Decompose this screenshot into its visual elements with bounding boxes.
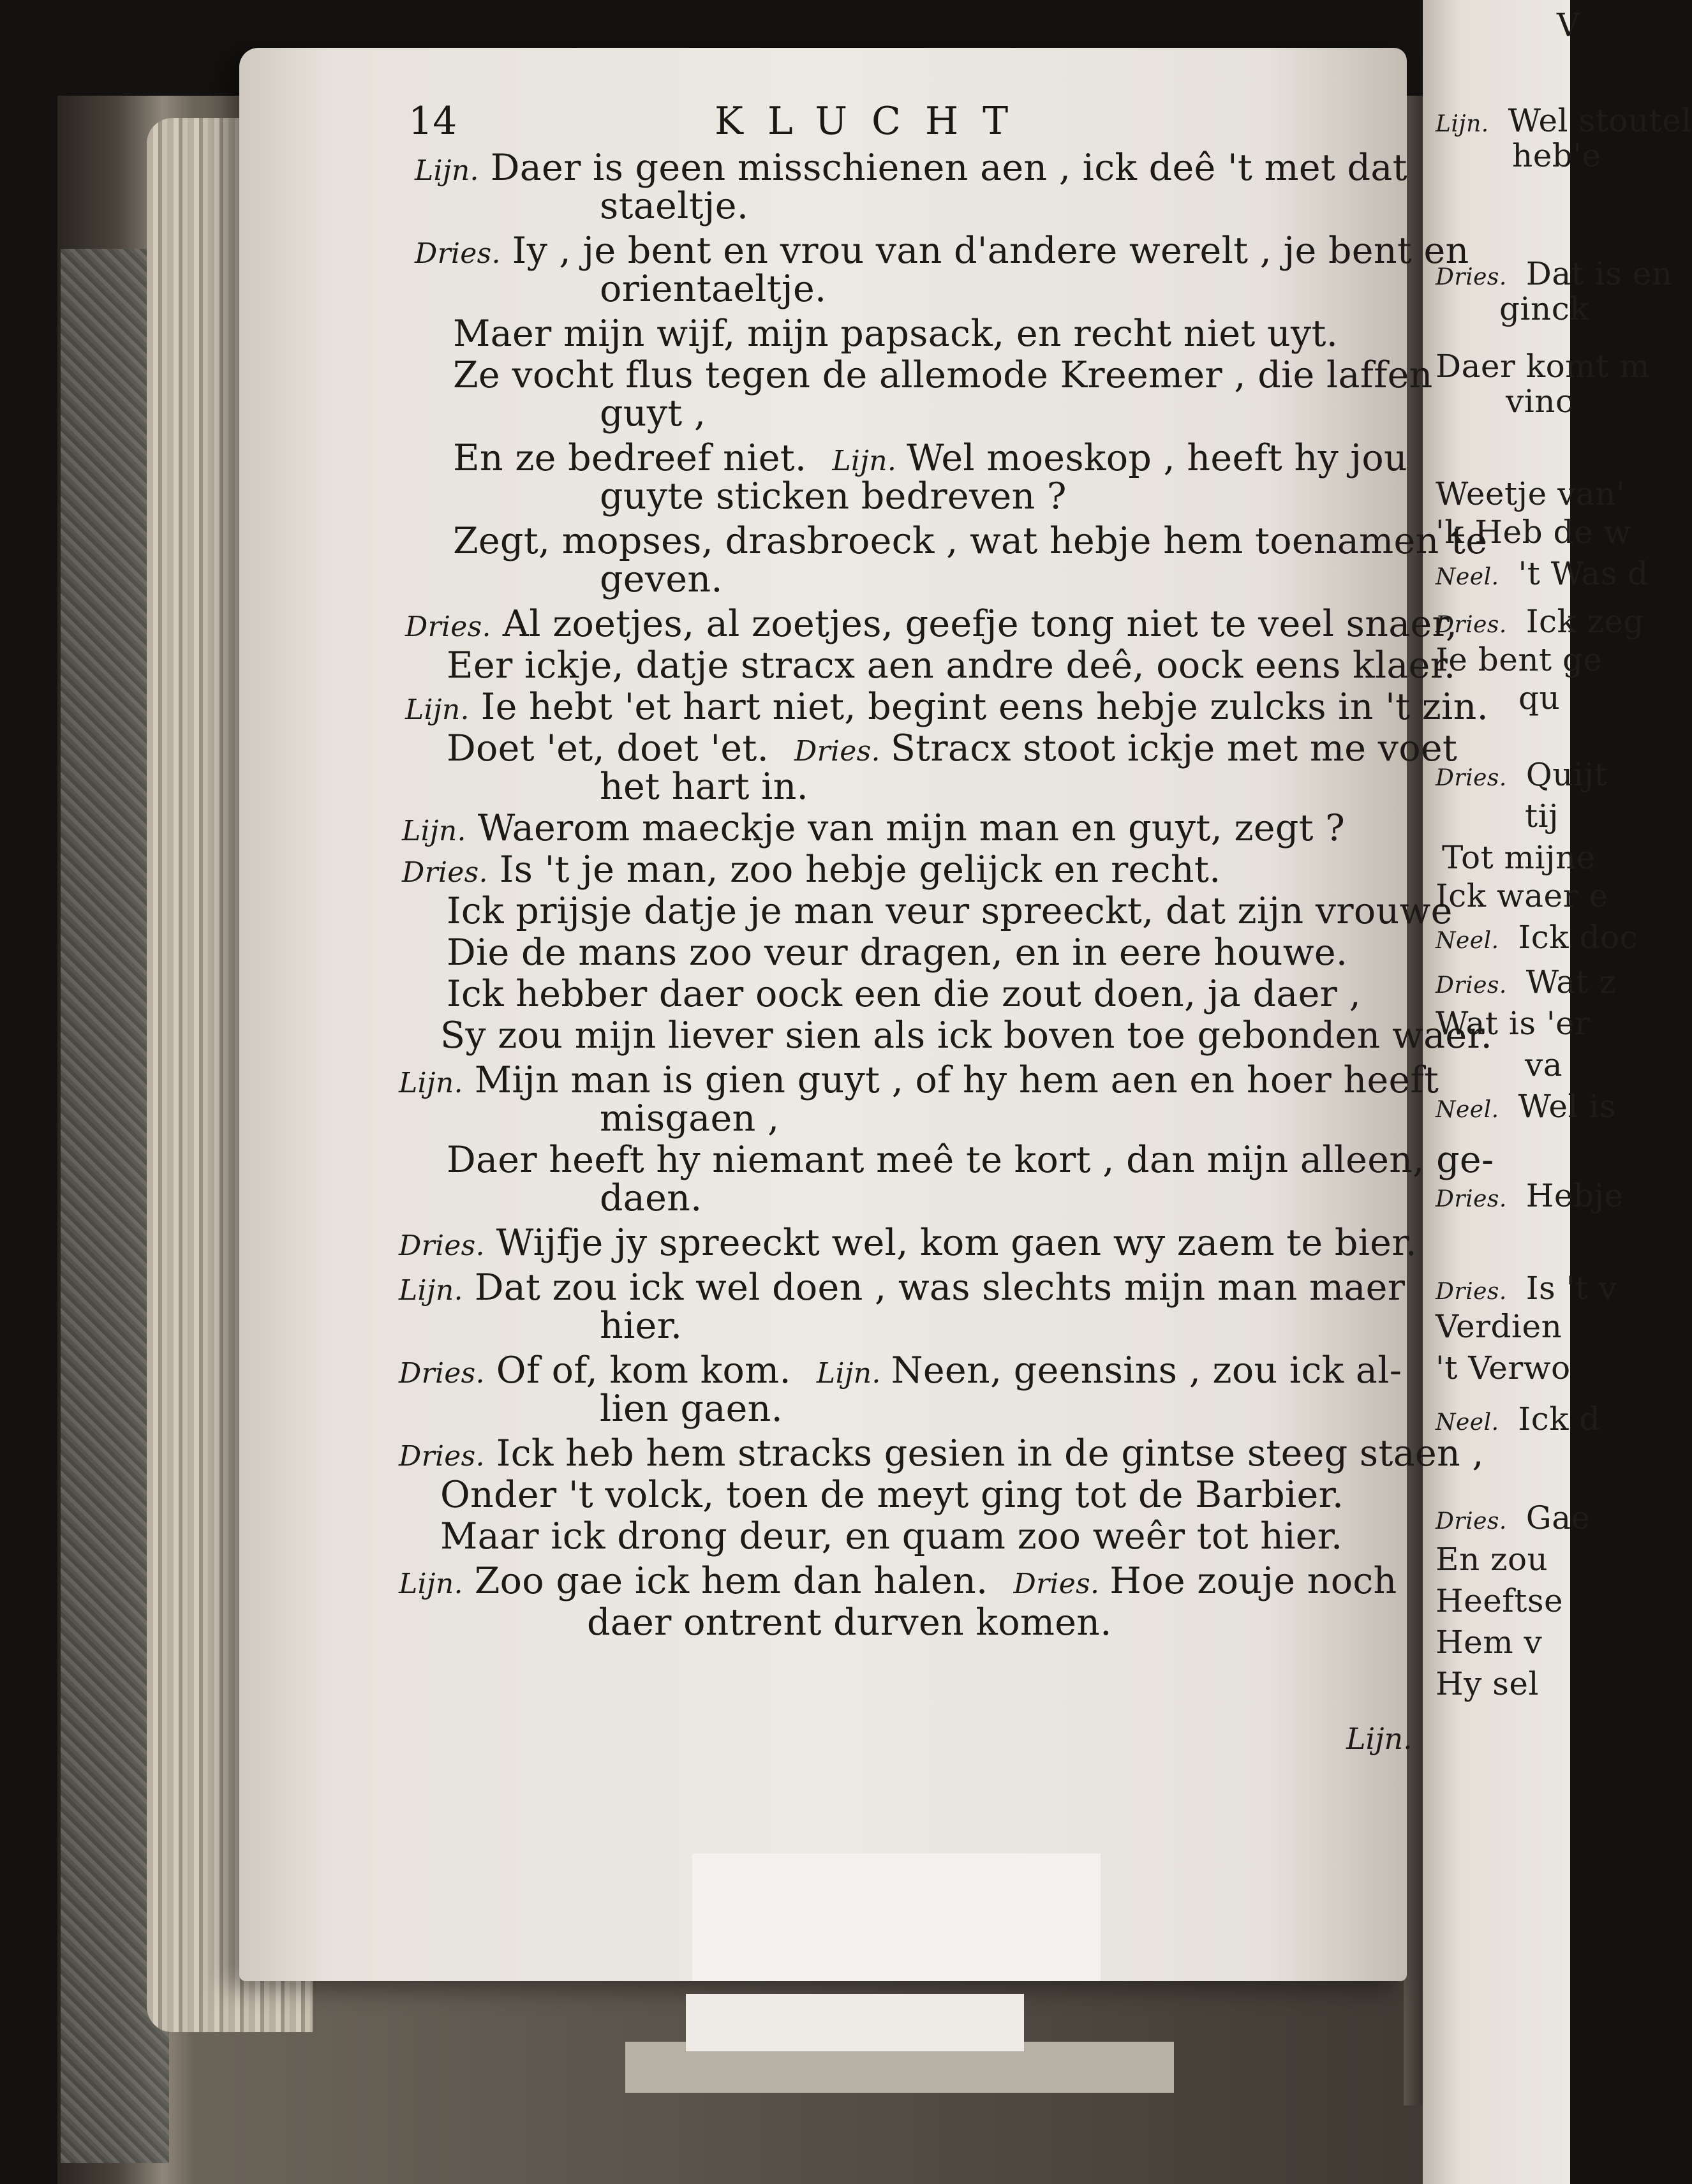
facing-page-line	[1436, 1582, 1563, 1619]
facing-page-line	[1436, 1665, 1539, 1702]
verse-text: Wijfje jy spreeckt wel, kom gaen wy zaem te bier.	[496, 1222, 1417, 1264]
verse-text: Ick prijsje datje je man veur spreeckt, dat zijn vrouwe	[447, 890, 1453, 932]
text-line	[453, 354, 1433, 396]
text-line	[453, 313, 1338, 355]
verse-text: 't Was d	[1518, 555, 1649, 592]
facing-page-line	[1512, 137, 1601, 174]
paper-tab	[686, 1994, 1024, 2051]
speaker-label: Lijn.	[415, 154, 479, 187]
speaker-label: Dries.	[1436, 1186, 1515, 1212]
text-line	[405, 686, 1488, 728]
speaker-label: Lijn.	[402, 815, 466, 847]
verse-text: het hart in.	[600, 766, 809, 808]
text-line	[600, 766, 808, 808]
speaker-label: Dries.	[399, 1357, 485, 1390]
verse-text: qu	[1518, 680, 1561, 717]
verse-text: En zou	[1436, 1541, 1548, 1578]
speaker-label: Lijn.	[399, 1274, 463, 1307]
text-line	[587, 1601, 1112, 1644]
verse-text: daer ontrent durven komen.	[587, 1601, 1112, 1644]
page-number: 14	[408, 99, 457, 144]
facing-page-line	[1436, 1499, 1591, 1536]
verse-text: Hem v	[1436, 1624, 1543, 1661]
speaker-label: Dries.	[399, 1440, 485, 1473]
text-line	[447, 727, 1457, 769]
verse-text: staeltje.	[600, 185, 749, 227]
verse-text: Doet 'et, doet 'et.	[447, 727, 769, 769]
facing-page-line	[1436, 348, 1650, 385]
verse-text: Is 't je man, zoo hebje gelijck en recht.	[499, 849, 1221, 891]
speaker-label: Neel.	[1436, 1097, 1507, 1123]
facing-page-line	[1436, 475, 1625, 512]
speaker-label: Neel.	[1436, 928, 1507, 954]
verse-text: Sy zou mijn liever sien als ick boven toe gebonden waer.	[440, 1014, 1493, 1057]
verse-text: geven.	[600, 558, 723, 600]
verse-text: Ie bent ge	[1436, 641, 1603, 678]
verse-text: Waerom maeckje van mijn man en guyt, zegt ?	[477, 807, 1346, 849]
text-line	[405, 603, 1457, 645]
speaker-label: Dries.	[415, 237, 501, 270]
catchword: Lijn.	[1346, 1721, 1413, 1756]
facing-page-line	[1499, 290, 1589, 327]
text-line	[447, 973, 1361, 1015]
verse-text: Ick doc	[1518, 919, 1638, 956]
verse-text: Ick waer e	[1436, 877, 1608, 914]
text-line	[600, 1097, 779, 1140]
facing-page-line	[1436, 1541, 1548, 1578]
text-line	[453, 520, 1487, 562]
verse-text: Quijt	[1525, 756, 1608, 793]
facing-page-line	[1518, 680, 1560, 717]
text-line	[600, 558, 723, 600]
verse-text: Hoe zouje noch	[1109, 1560, 1397, 1602]
text-line	[440, 1474, 1344, 1516]
verse-text: 't Verwo	[1436, 1349, 1571, 1386]
text-line	[402, 849, 1221, 891]
speaker-label: Lijn.	[832, 445, 897, 477]
text-line	[447, 1139, 1494, 1181]
facing-page-line	[1436, 1177, 1624, 1214]
facing-page-line	[1436, 1270, 1617, 1307]
verse-text: Onder 't volck, toen de meyt ging tot de Barbier.	[440, 1474, 1344, 1516]
facing-page-line	[1436, 1349, 1571, 1386]
verse-text: Ick hebber daer oock een die zout doen, ja daer ,	[447, 973, 1361, 1015]
text-line	[600, 1388, 783, 1430]
text-line	[399, 1560, 1397, 1602]
verse-text: Daer komt m	[1436, 348, 1650, 385]
verse-text: Ie hebt 'et hart niet, begint eens hebje zulcks in 't zin.	[480, 686, 1489, 728]
facing-page-line	[1436, 756, 1607, 793]
speaker-label: Dries.	[1013, 1568, 1100, 1600]
paper-tab	[692, 1853, 1101, 1981]
verse-text: Daer heeft hy niemant meê te kort , dan mijn alleen, ge-	[447, 1139, 1494, 1181]
text-line	[399, 1222, 1417, 1264]
verse-text: misgaen ,	[600, 1097, 780, 1140]
speaker-label: Lijn.	[399, 1067, 463, 1099]
verse-text: daen.	[600, 1177, 702, 1219]
verse-text: Wat is 'er	[1436, 1005, 1591, 1042]
facing-page-line	[1506, 383, 1573, 420]
verse-text: Die de mans zoo veur dragen, en in eere houwe.	[447, 932, 1348, 974]
facing-page-line	[1436, 1308, 1562, 1345]
speaker-label: Dries.	[794, 735, 880, 768]
verse-text: Ick d	[1518, 1400, 1600, 1437]
verse-text: guyt ,	[600, 392, 706, 435]
verse-text: Stracx stoot ickje met me voet	[890, 727, 1458, 769]
verse-text: Verdien	[1436, 1308, 1562, 1345]
speaker-label: Dries.	[1436, 264, 1515, 290]
verse-text: Neen, geensins , zou ick al-	[891, 1349, 1402, 1392]
text-line	[447, 932, 1347, 974]
text-line	[440, 1515, 1342, 1557]
verse-text: Of of, kom kom.	[496, 1349, 791, 1392]
running-title: KLUCHT	[715, 99, 1033, 144]
verse-text: Hy sel	[1436, 1665, 1539, 1702]
text-line	[600, 185, 748, 227]
speaker-label: Neel.	[1436, 1409, 1507, 1436]
text-line	[399, 1059, 1439, 1101]
speaker-label: Dries.	[1436, 1508, 1515, 1534]
verse-text: vinc	[1506, 383, 1574, 420]
verse-text: Maer mijn wijf, mijn papsack, en recht niet uyt.	[453, 313, 1339, 355]
facing-page-line	[1436, 603, 1644, 640]
verse-text: Heeftse	[1436, 1582, 1564, 1619]
verse-text: Wel stoutel	[1508, 102, 1692, 139]
speaker-label: Dries.	[1436, 972, 1515, 999]
text-line	[399, 1267, 1405, 1309]
verse-text: Weetje van'	[1436, 475, 1626, 512]
verse-text: Hebje	[1525, 1177, 1624, 1214]
text-line	[402, 807, 1345, 849]
text-line	[600, 392, 706, 435]
verse-text: Tot mijne	[1442, 839, 1596, 876]
verse-text: orientaeltje.	[600, 268, 827, 310]
speaker-label: Neel.	[1436, 564, 1507, 590]
verse-text: guyte sticken bedreven ?	[600, 475, 1067, 517]
verse-text: Wel is	[1518, 1088, 1616, 1125]
text-line	[447, 644, 1455, 687]
text-line	[600, 268, 826, 310]
verse-text: Dat zou ick wel doen , was slechts mijn man maer	[474, 1267, 1406, 1309]
verse-text: Maar ick drong deur, en quam zoo weêr tot hier.	[440, 1515, 1343, 1557]
verse-text: Iy , je bent en vrou van d'andere werelt , je bent en	[512, 230, 1469, 272]
text-line	[600, 1177, 702, 1219]
facing-page-line	[1436, 1624, 1542, 1661]
facing-page-line	[1442, 839, 1596, 876]
verse-text: En ze bedreef niet.	[453, 437, 807, 479]
speaker-label: Lijn.	[405, 694, 470, 726]
text-line	[600, 1305, 682, 1347]
facing-page-line	[1436, 919, 1638, 956]
verse-text: Eer ickje, datje stracx aen andre deê, oock eens klaer.	[447, 644, 1456, 687]
speaker-label: Dries.	[1436, 612, 1515, 638]
speaker-label: Dries.	[405, 611, 491, 643]
verse-text: Al zoetjes, al zoetjes, geefje tong niet te veel snaer,	[502, 603, 1458, 645]
text-line	[453, 437, 1407, 479]
text-line	[415, 230, 1469, 272]
facing-page-line	[1436, 1088, 1616, 1125]
speaker-label: Lijn.	[1436, 111, 1497, 137]
verse-text: Ick zeg	[1525, 603, 1645, 640]
speaker-label: Lijn.	[816, 1357, 881, 1390]
facing-page	[1423, 0, 1692, 2184]
verse-text: va	[1525, 1046, 1563, 1083]
text-line	[415, 147, 1407, 189]
facing-page-line	[1557, 6, 1580, 43]
verse-text: Ze vocht flus tegen de allemode Kreemer , die laffen	[453, 354, 1433, 396]
speaker-label: Dries.	[1436, 1279, 1515, 1305]
facing-page-line	[1436, 102, 1692, 139]
verse-text: hier.	[600, 1305, 683, 1347]
verse-text: V	[1557, 6, 1580, 43]
verse-text: Mijn man is gien guyt , of hy hem aen en hoer heeft	[474, 1059, 1439, 1101]
facing-page-line	[1525, 798, 1559, 835]
text-line	[440, 1014, 1492, 1057]
speaker-label: Dries.	[1436, 765, 1515, 791]
verse-text: Zegt, mopses, drasbroeck , wat hebje hem toenamen te	[453, 520, 1488, 562]
text-line	[447, 890, 1453, 932]
verse-text: Wel moeskop , heeft hy jou	[907, 437, 1408, 479]
verse-text: Zoo gae ick hem dan halen.	[474, 1560, 988, 1602]
facing-page-line	[1436, 963, 1616, 1000]
facing-page-line	[1436, 877, 1608, 914]
speaker-label: Dries.	[402, 856, 488, 889]
facing-page-line	[1436, 641, 1603, 678]
facing-page-line	[1436, 255, 1673, 292]
verse-text: Ick heb hem stracks gesien in de gintse steeg staen ,	[496, 1432, 1484, 1475]
speaker-label: Lijn.	[399, 1568, 463, 1600]
text-line	[399, 1432, 1484, 1475]
verse-text: Wat z	[1525, 963, 1617, 1000]
verse-text: Dat is en	[1525, 255, 1673, 292]
verse-text: Daer is geen misschienen aen , ick deê 't met dat	[490, 147, 1407, 189]
facing-page-line	[1525, 1046, 1562, 1083]
verse-text: lien gaen.	[600, 1388, 783, 1430]
verse-text: Gae	[1525, 1499, 1591, 1536]
verse-text: Is 't v	[1525, 1270, 1617, 1307]
verse-text: 'k Heb de w	[1436, 514, 1631, 551]
text-line	[600, 475, 1067, 517]
verse-text: heb'e	[1512, 137, 1601, 174]
verse-text: ginck	[1499, 290, 1590, 327]
verse-text: tij	[1525, 798, 1559, 835]
speaker-label: Dries.	[399, 1229, 485, 1262]
text-line	[399, 1349, 1402, 1392]
